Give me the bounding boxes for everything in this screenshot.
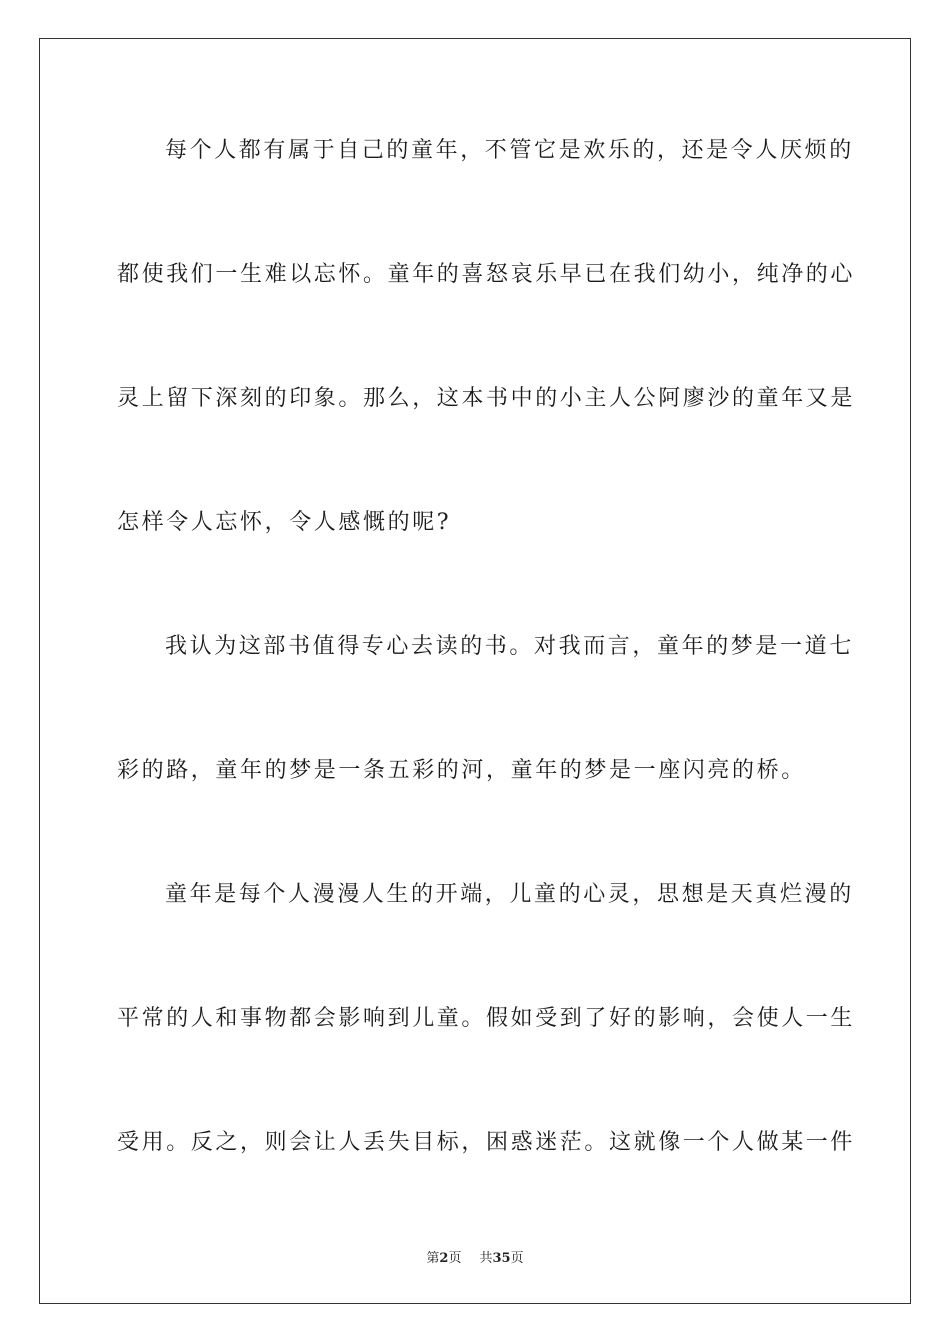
page-number: 2 [439,1251,449,1266]
total-pages: 35 [492,1251,511,1266]
text-line-2: 都使我们一生难以忘怀。童年的喜怒哀乐早已在我们幼小，纯净的心 [117,262,856,287]
text-line-5: 我认为这部书值得专心去读的书。对我而言，童年的梦是一道七 [165,634,854,659]
text-line-9: 受用。反之，则会让人丢失目标，困惑迷茫。这就像一个人做某一件 [117,1130,856,1155]
text-line-8: 平常的人和事物都会影响到儿童。假如受到了好的影响，会使人一生 [117,1006,856,1031]
page-prefix: 第 [426,1251,440,1266]
text-line-3: 灵上留下深刻的印象。那么，这本书中的小主人公阿廖沙的童年又是 [117,386,856,411]
document-body [117,120,856,1236]
text-line-4: 怎样令人忘怀，令人感慨的呢? [117,510,452,535]
page-footer [0,1247,950,1266]
text-line-7: 童年是每个人漫漫人生的开端，儿童的心灵，思想是天真烂漫的 [165,882,854,907]
page-suffix: 页 [448,1251,462,1266]
total-suffix: 页 [510,1251,524,1266]
text-line-6: 彩的路，童年的梦是一条五彩的河，童年的梦是一座闪亮的桥。 [117,758,806,783]
total-prefix: 共 [479,1251,493,1266]
text-line-1: 每个人都有属于自己的童年，不管它是欢乐的，还是令人厌烦的 [165,138,854,163]
